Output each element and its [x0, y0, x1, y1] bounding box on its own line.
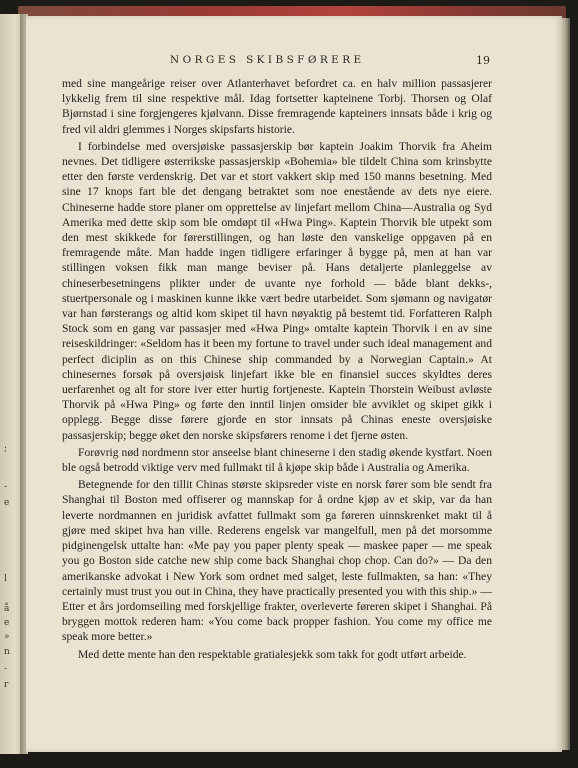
paragraph: med sine mangeårige reiser over Atlanterhavet befordret ca. en halv million passasjerer lykkelig frem til sine respektive mål. Idag fortsetter kapteinene Torbj. Thorsen og Olaf Bjørnstad i sine forgjengeres kjølvann. Disse fremragende kapteiners innsats både i krig og fred vil aldri glemmes i Norges skipsfarts historie.	[62, 77, 492, 136]
margin-fragment: e	[4, 618, 10, 628]
body-text	[62, 76, 492, 662]
paragraph: I forbindelse med oversjøiske passasjerskip bør kaptein Joakim Thorvik fra Aheim nevnes. Det tidligere østerrikske passasjerskip «Bohemia» ble tildelt China som krinsbytte etter den første verdenskrig. Det var et stort vakkert skip med 150 manns besetning. Med sine 17 knops fart ble det dengang betraktet som noe enestående av dets nye eiere. Chineserne hadde store planer om opprettelse av linjefart mellom China—Australia og Syd Amerika med dette skip som ble omdøpt til «Hwa Ping». Kaptein Thorvik ble utpekt som den mest skikkede for førerstillingen, og han løste den vanskelige oppgaven på en fremragende måte. Man hadde ingen tidligere erfaringer å bygge på, men at han var stillingen voksen fikk man mange beviser på. Hans detaljerte planleggelse av chineserbesetningens plikter under de uvante nye forhold — både blant dekks-, stuertpersonale og i maskinen kunne ikke vært bedre utarbeidet. Som sjømann og navigatør var han førsterangs og altid kom skipet til havn nøyaktig på bestemt tid. Forfatteren Ralph Stock som en gang var passasjer med «Hwa Ping» omtalte kaptein Thorvik i en av sine reiseskildringer: «Seldom has it been my fortune to travel under such ideal management and perfect diciplin as on this Chinese ship commanded by a Norwegian Captain.» At chinesernes forsøk på oversjøisk linjefart ikke ble en finansiel succes skyldtes deres uerfarenhet og alt for store iver etter hurtig fortjeneste. Kaptein Thorstein Weibust avløste Thorvik på «Hwa Ping» og førte den inntil linjen omsider ble avviklet og skipet gikk i opplegg. Begge disse førere gjorde en stor innsats på Chinas eneste oversjøiske passasjerskip; begge øket den norske skipsførers renome i det fjerne østen.	[62, 139, 492, 442]
margin-fragment: ;	[4, 444, 8, 454]
margin-fragment: -	[4, 664, 8, 674]
running-header-title: NORGES SKIBSFØRERE	[170, 54, 365, 66]
page-edge-shadow	[560, 18, 570, 750]
page-number: 19	[476, 54, 490, 67]
margin-fragment: -	[4, 482, 8, 492]
paragraph: Betegnende for den tillit Chinas største skipsreder viste en norsk fører som ble sendt fra Shanghai til Boston med offiserer og mannskap for å ordne kjøp av et skip, var da han leverte nordmannen en juridisk avfattet fullmakt som ga føreren uinnskrenket makt til å gjøre med skipet hva han ville. Rederens engelsk var mangelfull, men på det morsomme pidginengelsk uttalte han: «Me pay you paper plenty speak — maskee paper — me speak you go Boston side catche new ship come back Shanghai chop chop. Can do?» — Da den amerikanske advokat i New York som ordnet med salget, leste fullmakten, sa han: «They certainly must trust you out in China, they have practically presented you with this ship.» — Etter et års jordomseiling med forskjellige frakter, overleverte føreren skipet i Shanghai. På bryggen mottok rederen ham: «You come back propper fashion. You come my office me speak more better.»	[62, 478, 492, 644]
running-header	[44, 38, 490, 67]
margin-fragment: å	[4, 604, 10, 614]
paragraph: Forøvrig nød nordmenn stor anseelse blant chineserne i den stadig økende kystfart. Noen ble også betrodd viktige verv med fullmakt til å kjøpe skip både i Australia og Amerika.	[62, 445, 492, 475]
paragraph: Med dette mente han den respektable gratialesjekk som takk for godt utført arbeide.	[78, 647, 467, 661]
margin-fragment: l	[4, 574, 7, 584]
margin-fragment: »	[4, 632, 10, 642]
margin-fragment: r	[4, 680, 9, 690]
margin-fragment: e	[4, 498, 10, 508]
margin-fragment: n	[4, 647, 10, 657]
previous-page-edge	[0, 14, 22, 754]
